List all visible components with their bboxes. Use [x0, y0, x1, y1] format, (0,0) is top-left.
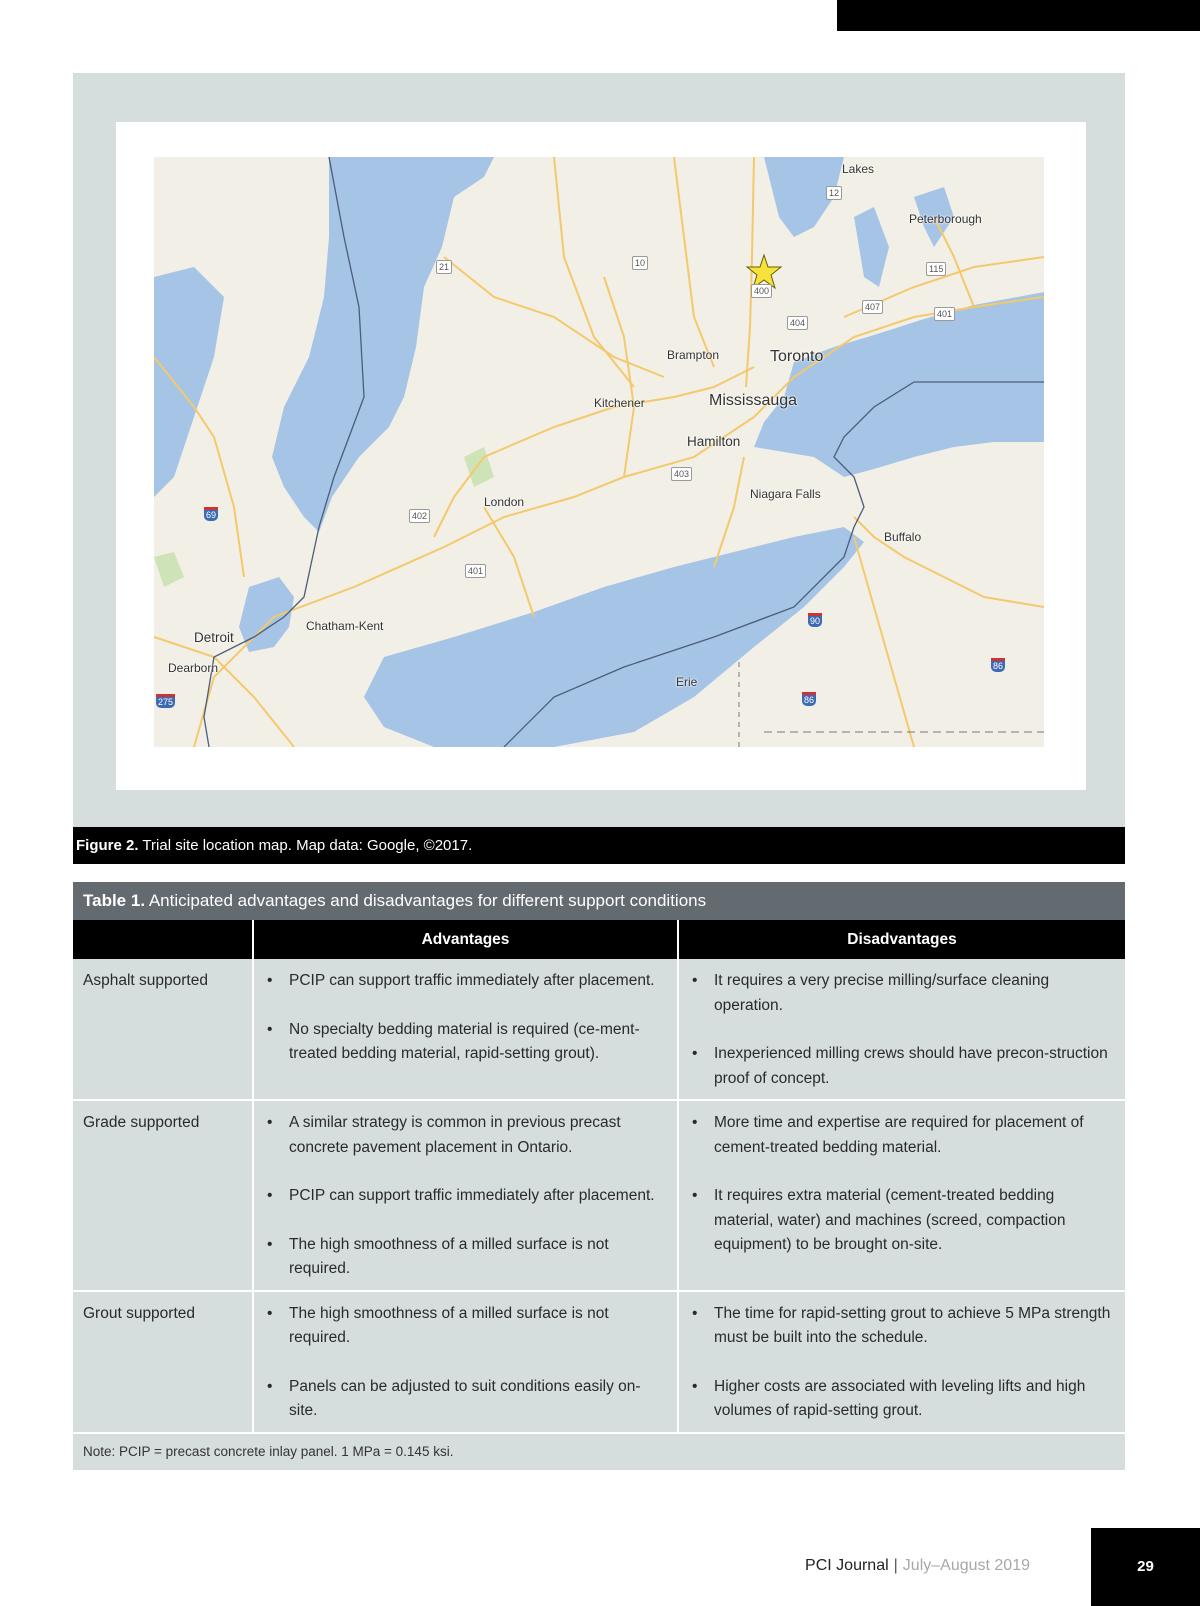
interstate-shield-69: 69	[204, 507, 218, 521]
page-footer	[805, 1557, 1030, 1575]
list-item: • A similar strategy is common in previous precast concrete pavement placement in Ontario.	[264, 1111, 667, 1160]
map-label-dearborn: Dearborn	[168, 661, 219, 675]
list-item: • The high smoothness of a milled surface is not required.	[264, 1302, 667, 1351]
interstate-shield-90: 90	[808, 613, 822, 627]
issue-date: July–August 2019	[902, 1557, 1030, 1574]
journal-name: PCI Journal	[805, 1557, 889, 1574]
map-label-niagara-falls: Niagara Falls	[750, 487, 821, 501]
trial-site-map	[154, 157, 1044, 747]
header-black-bar	[837, 0, 1200, 31]
condition-cell: Asphalt supported	[73, 959, 253, 1100]
page-number: 29	[1091, 1528, 1200, 1606]
list-item: • The high smoothness of a milled surface is not required.	[264, 1233, 667, 1282]
figure-caption	[73, 827, 1125, 864]
table-header-disadvantages: Disadvantages	[678, 920, 1125, 959]
table-row	[73, 959, 1125, 1100]
disadvantages-cell	[678, 1291, 1125, 1433]
table-header-condition	[73, 920, 253, 959]
support-conditions-table	[73, 882, 1125, 1470]
advantages-cell	[253, 1100, 678, 1291]
interstate-shield-86: 86	[802, 692, 816, 706]
map-label-chatham-kent: Chatham-Kent	[306, 619, 384, 633]
list-item: • No specialty bedding material is required (ce-ment-treated bedding material, rapid-setting grout).	[264, 1018, 667, 1067]
table-title-label: Table 1.	[83, 891, 146, 910]
disadvantages-cell	[678, 959, 1125, 1100]
table-header-row	[73, 920, 1125, 959]
highway-shield-407: 407	[862, 300, 883, 314]
list-item: • The time for rapid-setting grout to achieve 5 MPa strength must be built into the schedule.	[689, 1302, 1115, 1351]
map-frame	[116, 122, 1086, 790]
interstate-shield-86-east: 86	[991, 658, 1005, 672]
interstate-shield-275: 275	[156, 694, 175, 708]
highway-shield-401-east: 401	[934, 307, 955, 321]
map-label-toronto: Toronto	[770, 348, 824, 365]
list-item: • PCIP can support traffic immediately after placement.	[264, 1184, 667, 1209]
list-item: • It requires extra material (cement-treated bedding material, water) and machines (screed, compaction equipment) to be brought on-site.	[689, 1184, 1115, 1258]
list-item: • Higher costs are associated with leveling lifts and high volumes of rapid-setting grout.	[689, 1375, 1115, 1424]
highway-shield-21: 21	[436, 260, 452, 274]
figure-panel	[73, 73, 1125, 827]
highway-shield-401-west: 401	[465, 564, 486, 578]
map-label-lakes: Lakes	[842, 162, 875, 176]
map-label-mississauga: Mississauga	[709, 392, 798, 409]
table-body	[73, 920, 1125, 1434]
list-item: • It requires a very precise milling/surface cleaning operation.	[689, 969, 1115, 1018]
highway-shield-402: 402	[409, 509, 430, 523]
table-title-text: Anticipated advantages and disadvantages for different support conditions	[145, 891, 707, 910]
figure-caption-text: Trial site location map. Map data: Google, ©2017.	[138, 837, 473, 854]
highway-shield-403: 403	[671, 467, 692, 481]
table-row	[73, 1100, 1125, 1291]
map-label-peterborough: Peterborough	[909, 212, 982, 226]
highway-shield-404: 404	[787, 316, 808, 330]
highway-shield-115: 115	[926, 262, 946, 276]
list-item: • Panels can be adjusted to suit conditions easily on-site.	[264, 1375, 667, 1424]
map-label-erie: Erie	[676, 675, 698, 689]
map-label-kitchener: Kitchener	[594, 396, 645, 410]
disadvantages-cell	[678, 1100, 1125, 1291]
map-label-hamilton: Hamilton	[687, 434, 741, 449]
advantages-cell	[253, 959, 678, 1100]
map-label-buffalo: Buffalo	[884, 530, 922, 544]
list-item: • More time and expertise are required for placement of cement-treated bedding material.	[689, 1111, 1115, 1160]
map-label-detroit: Detroit	[194, 630, 234, 645]
footer-separator: |	[893, 1557, 898, 1574]
highway-shield-12: 12	[826, 186, 842, 200]
figure-caption-label: Figure 2.	[76, 837, 139, 854]
highway-shield-10: 10	[632, 256, 648, 270]
table-title	[73, 882, 1125, 920]
condition-cell: Grout supported	[73, 1291, 253, 1433]
table-note: Note: PCIP = precast concrete inlay panel. 1 MPa = 0.145 ksi.	[73, 1434, 1125, 1470]
map-label-london: London	[484, 495, 525, 509]
list-item: • PCIP can support traffic immediately after placement.	[264, 969, 667, 994]
advantages-cell	[253, 1291, 678, 1433]
map-label-brampton: Brampton	[667, 348, 720, 362]
highway-shield-400: 400	[751, 284, 772, 298]
table-row	[73, 1291, 1125, 1433]
condition-cell: Grade supported	[73, 1100, 253, 1291]
list-item: • Inexperienced milling crews should have precon-struction proof of concept.	[689, 1042, 1115, 1091]
map-graphic	[154, 157, 1044, 747]
table-header-advantages: Advantages	[253, 920, 678, 959]
